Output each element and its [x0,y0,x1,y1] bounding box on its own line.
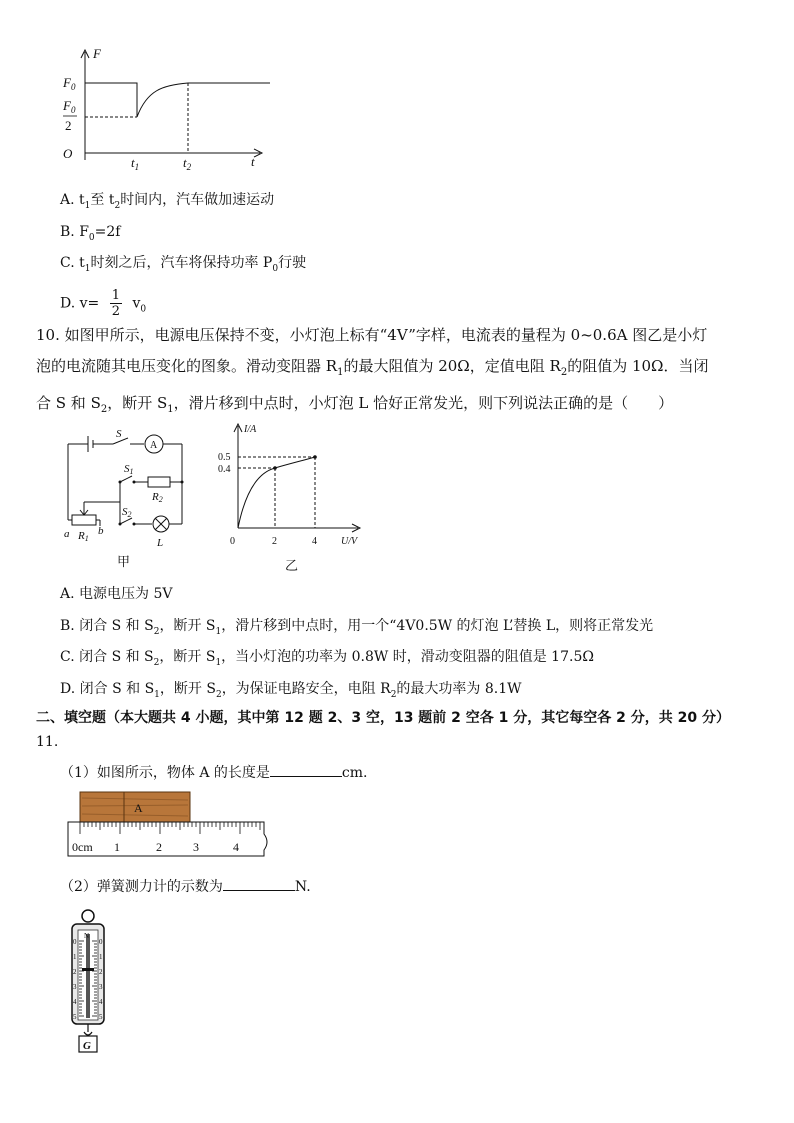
q9-option-c: C. $t_1$时刻之后，汽车将保持功率 $P_0$行驶 [60,255,307,274]
svg-text:R1: R1 [78,530,89,543]
svg-text:5: 5 [73,1013,77,1021]
svg-text:S1: S1 [124,463,134,476]
answer-blank-length[interactable] [270,762,342,777]
graph-xlabel: U/V [341,536,358,547]
label-r2: R [152,491,159,503]
y-axis-label: F [93,46,101,61]
spring-rod [86,934,90,1018]
t2-label: t [183,155,187,170]
rheostat-r1 [72,515,96,525]
xtick-2: 2 [272,536,277,547]
section-2-heading: 二、填空题（本大题共 4 小题，其中第 12 题 2、3 空，13 题前 2 空各 1 分，其它每空各 2 分，共 20 分） [36,710,731,726]
svg-text:F0: $F_0$ [63,75,76,92]
label-s1: S [124,463,130,475]
label-a: A [150,440,158,451]
weight-label: G [83,1040,91,1052]
pointer [82,968,94,971]
svg-text:R2: R2 [152,491,163,504]
svg-text:1: 1 [73,953,77,961]
ruler-label-2: 2 [156,840,162,854]
force-curve [137,83,188,117]
half-f0-label: F [63,98,71,113]
label-s2: S [122,506,128,518]
ruler-label-3: 3 [193,840,199,854]
svg-text:2: 2 [73,968,77,976]
ytick-0-5: 0.5 [218,452,231,463]
fraction: $\frac{1}{2}$ [111,288,120,319]
label-r1: R [78,530,85,542]
q10-option-c: C. 闭合 S 和 $S_2$，断开 $S_1$，当小灯泡的功率为 0.8W 时，滑动变阻器的阻值是 17.5Ω [60,649,594,668]
svg-text:1: 1 [99,953,103,961]
svg-text:4: 4 [73,998,77,1006]
label-a-end: a [64,528,70,540]
ruler-label-4: 4 [233,840,239,854]
t1-label: t [131,155,135,170]
q9-option-d: D. v= $\frac{1}{2}$ $v_0$ [60,288,147,319]
point-4v [313,455,317,459]
svg-text:5: 5 [99,1013,103,1021]
graph-ylabel: I/A [244,424,257,435]
q10-option-a: A. 电源电压为 5V [60,586,173,602]
q11-part2: （2）弹簧测力计的示数为 N. [60,876,311,897]
q11-part1: （1）如图所示，物体 A 的长度是 cm. [60,762,368,783]
force-line-before [85,83,137,117]
circuit-caption: 甲 [117,555,131,570]
svg-text:t2: $t_2$ [183,155,192,172]
ytick-0-4: 0.4 [218,464,231,475]
graph-caption: 乙 [285,559,299,574]
point-2v [273,466,277,470]
svg-text:2: 2 [65,118,72,133]
scale-unit: N [84,932,90,940]
resistor-r2 [148,477,170,487]
xtick-0: 0 [230,536,235,547]
svg-text:t1: $t_1$ [131,155,140,172]
svg-text:2: 2 [99,968,103,976]
q10-option-d: D. 闭合 S 和 $S_1$，断开 $S_2$，为保证电路安全，电阻 $R_2$的最大功率为 8.1W [60,681,522,700]
label-l: L [157,537,164,549]
svg-text:0: 0 [73,938,77,946]
ruler-label-0: 0cm [72,840,93,854]
ruler-label-1: 1 [114,840,120,854]
label-s: S [116,428,122,440]
svg-text:3: 3 [99,983,103,991]
answer-blank-force[interactable] [223,876,295,891]
svg-text:S2: S2 [122,506,132,519]
xtick-4: 4 [312,536,317,547]
spring-scale-figure [62,908,122,1056]
block-label: A [134,801,143,815]
q10-stem: 10. 如图甲所示，电源电压保持不变，小灯泡上标有“4V”字样，电流表的量程为 0~0.6A 图乙是小灯 泡的电流随其电压变化的图象。滑动变阻器 $R_1$的最大阻值为 20Ω，定值电阻 $R_2$的阻值为 10Ω．当闭 合 S 和 $S_2$，断开 $S_1$，滑片移到中点时，小灯泡 L 恰好正常发光，则下列说法正确的是（ ） [36,326,709,415]
f0-label: F [63,75,71,90]
force-time-graph [55,40,295,175]
circuit-diagram [58,422,198,572]
svg-text:4: 4 [99,998,103,1006]
q9-option-b: B. $F_0=2f$ [60,224,121,243]
switch-s1 [120,476,132,482]
top-ring [82,910,94,922]
current-voltage-graph [210,418,370,552]
q11-number: 11. [36,734,59,750]
label-b-end: b [98,525,104,537]
svg-text:F0: $F_0$ [63,98,76,115]
svg-text:0: 0 [99,938,103,946]
q10-option-b: B. 闭合 S 和 $S_2$，断开 $S_1$，滑片移到中点时，用一个“4V0.5W 的灯泡 L’替换 L，则将正常发光 [60,618,654,637]
origin-label: O [63,146,73,161]
q9-option-a: A. $t_1$至 $t_2$时间内，汽车做加速运动 [60,192,275,211]
x-axis-label: t [251,154,255,169]
svg-text:3: 3 [73,983,77,991]
ruler-figure [66,790,276,860]
